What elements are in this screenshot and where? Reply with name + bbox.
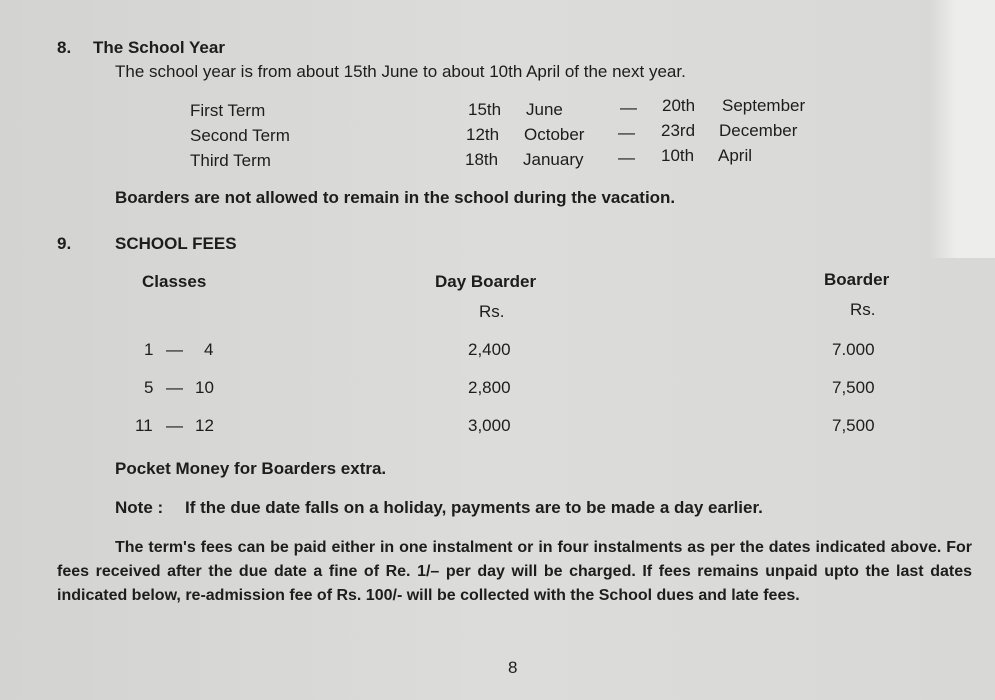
class-dash: —	[166, 378, 183, 397]
term-end-day: 10th	[661, 146, 695, 165]
term-end-day: 20th	[662, 96, 696, 115]
page-number: 8	[508, 658, 518, 677]
class-to: 12	[195, 416, 214, 435]
term-start-day: 18th	[465, 150, 499, 169]
light-glare	[930, 0, 995, 258]
day-boarder-fee: 3,000	[468, 416, 511, 435]
term-name: Third Term	[190, 151, 271, 170]
fees-paragraph	[57, 536, 972, 608]
term-end-month: September	[722, 96, 806, 115]
class-to: 10	[195, 378, 214, 397]
header-boarder: Boarder	[824, 270, 890, 289]
boarder-fee: 7.000	[832, 340, 875, 359]
term-start-month: June	[526, 100, 563, 119]
currency-day-boarder: Rs.	[479, 302, 505, 321]
day-boarder-fee: 2,800	[468, 378, 511, 397]
school-year-intro: The school year is from about 15th June to about 10th April of the next year.	[115, 62, 686, 81]
section-9-number: 9.	[57, 234, 72, 253]
currency-boarder: Rs.	[850, 300, 876, 319]
pocket-money-note: Pocket Money for Boarders extra.	[115, 459, 387, 478]
class-to: 4	[204, 340, 214, 359]
term-start-day: 12th	[466, 125, 500, 144]
note-text: If the due date falls on a holiday, payments are to be made a day earlier.	[185, 498, 763, 517]
term-start-month: October	[524, 125, 585, 144]
boarders-note: Boarders are not allowed to remain in the school during the vacation.	[115, 188, 676, 207]
class-dash: —	[166, 340, 183, 359]
term-dash: —	[618, 123, 635, 142]
section-8-title: The School Year	[93, 38, 225, 57]
term-name: Second Term	[190, 126, 290, 145]
class-from: 5	[144, 378, 154, 397]
term-end-month: April	[718, 146, 753, 165]
term-end-day: 23rd	[661, 121, 696, 140]
header-day-boarder: Day Boarder	[435, 272, 537, 291]
note-label: Note :	[115, 498, 164, 517]
fees-paragraph-text: The term's fees can be paid either in one instalment or in four instalments as per the dates indicated above. For fees received after the due date a fine of Re. 1/– per day will be charged. If fees remains unpaid upto the last dates indicated below, re-admission fee of Rs. 100/- will be collected with the School dues and late fees.	[57, 539, 972, 604]
class-dash: —	[166, 416, 183, 435]
header-classes: Classes	[142, 272, 207, 291]
section-8-number: 8.	[57, 38, 72, 57]
class-from: 11	[135, 416, 153, 435]
boarder-fee: 7,500	[832, 378, 875, 397]
term-dash: —	[620, 98, 637, 117]
day-boarder-fee: 2,400	[468, 340, 511, 359]
boarder-fee: 7,500	[832, 416, 875, 435]
section-9-title: SCHOOL FEES	[115, 234, 237, 253]
term-name: First Term	[190, 101, 266, 120]
term-start-month: January	[523, 150, 584, 169]
class-from: 1	[144, 340, 154, 359]
term-start-day: 15th	[468, 100, 502, 119]
term-end-month: December	[719, 121, 798, 140]
term-dash: —	[618, 148, 635, 167]
